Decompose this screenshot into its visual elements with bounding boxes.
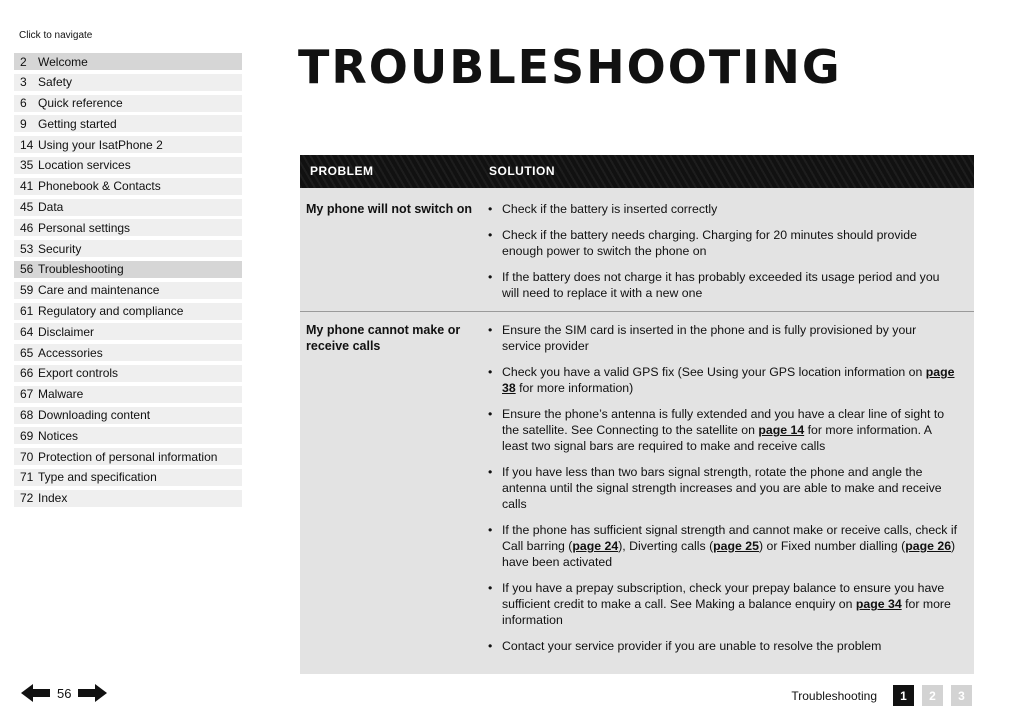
- toc-label: Care and maintenance: [38, 283, 160, 298]
- solution-item: [502, 322, 974, 354]
- solution-text: Check if the battery is inserted correctly: [502, 202, 718, 216]
- toc-page-number: 66: [20, 366, 34, 381]
- toc-item[interactable]: [14, 386, 242, 403]
- toc-label: Troubleshooting: [38, 262, 124, 277]
- toc-label: Notices: [38, 428, 79, 443]
- toc-label: Security: [38, 241, 82, 256]
- toc-item[interactable]: [14, 178, 242, 195]
- toc-label: Personal settings: [38, 220, 131, 235]
- solution-item: [502, 201, 974, 217]
- table-of-contents: [14, 53, 242, 511]
- toc-item[interactable]: [14, 344, 242, 361]
- toc-item[interactable]: [14, 240, 242, 257]
- header-solution: SOLUTION: [489, 164, 555, 178]
- page-number: 56: [57, 685, 72, 701]
- toc-item[interactable]: [14, 303, 242, 320]
- solution-text: Check you have a valid GPS fix (See Using your GPS location information on: [502, 365, 926, 379]
- toc-label: Using your IsatPhone 2: [38, 137, 163, 152]
- page-button[interactable]: 2: [922, 685, 943, 706]
- toc-page-number: 3: [20, 75, 27, 90]
- toc-item[interactable]: [14, 95, 242, 112]
- toc-item[interactable]: [14, 53, 242, 70]
- navigation-hint: Click to navigate: [19, 30, 93, 41]
- problem-cell: My phone will not switch on: [306, 202, 472, 216]
- toc-page-number: 59: [20, 283, 34, 298]
- toc-item[interactable]: [14, 427, 242, 444]
- toc-page-number: 67: [20, 387, 34, 402]
- toc-label: Export controls: [38, 366, 119, 381]
- toc-page-number: 45: [20, 200, 34, 215]
- troubleshooting-table: [300, 155, 974, 674]
- toc-page-number: 72: [20, 491, 34, 506]
- toc-label: Index: [38, 491, 68, 506]
- toc-page-number: 70: [20, 449, 34, 464]
- toc-label: Disclaimer: [38, 324, 95, 339]
- solution-item: [502, 638, 974, 654]
- section-pagination: [791, 685, 972, 706]
- toc-label: Location services: [38, 158, 131, 173]
- toc-item[interactable]: [14, 157, 242, 174]
- toc-label: Data: [38, 200, 64, 215]
- solution-item: [502, 522, 974, 570]
- toc-page-number: 64: [20, 324, 34, 339]
- page-title: TROUBLESHOOTING: [298, 40, 842, 94]
- solution-list: [300, 322, 974, 654]
- solution-text: ), Diverting calls (: [618, 539, 714, 553]
- solution-item: [502, 406, 974, 454]
- toc-item[interactable]: [14, 323, 242, 340]
- toc-label: Phonebook & Contacts: [38, 179, 161, 194]
- toc-page-number: 35: [20, 158, 34, 173]
- toc-label: Protection of personal information: [38, 449, 218, 464]
- solution-text: for more information): [515, 381, 634, 395]
- toc-item[interactable]: [14, 407, 242, 424]
- toc-item[interactable]: [14, 448, 242, 465]
- toc-page-number: 68: [20, 408, 34, 423]
- solution-item: [502, 364, 974, 396]
- toc-item[interactable]: [14, 261, 242, 278]
- section-label: Troubleshooting: [791, 688, 877, 703]
- toc-label: Malware: [38, 387, 84, 402]
- toc-page-number: 14: [20, 137, 34, 152]
- table-row: [300, 312, 974, 654]
- toc-item[interactable]: [14, 365, 242, 382]
- toc-page-number: 71: [20, 470, 34, 485]
- solution-text: If you have a prepay subscription, check your prepay balance to ensure you have sufficient credit to make a call. See Making a balance enquiry on: [502, 581, 945, 611]
- page-link[interactable]: page 38: [502, 365, 955, 395]
- solution-text: for more information. A least two signal bars are required to make and receive calls: [502, 423, 932, 453]
- toc-page-number: 65: [20, 345, 34, 360]
- toc-item[interactable]: [14, 469, 242, 486]
- toc-item[interactable]: [14, 490, 242, 507]
- toc-item[interactable]: [14, 219, 242, 236]
- toc-item[interactable]: [14, 136, 242, 153]
- page-link[interactable]: page 25: [713, 539, 759, 553]
- toc-label: Accessories: [38, 345, 103, 360]
- solution-item: [502, 269, 974, 301]
- solution-text: If the phone has sufficient signal strength and cannot make or receive calls, check if Call barring (: [502, 523, 958, 553]
- solution-text: ) have been activated: [502, 539, 956, 569]
- solution-text: If you have less than two bars signal strength, rotate the phone and angle the antenna until the signal strength increases and you are able to make and receive calls: [502, 465, 942, 511]
- toc-label: Quick reference: [38, 96, 123, 111]
- toc-page-number: 46: [20, 220, 34, 235]
- page-link[interactable]: page 14: [758, 423, 805, 437]
- page-navigation: [21, 683, 107, 703]
- page-button[interactable]: 3: [951, 685, 972, 706]
- toc-page-number: 9: [20, 116, 27, 131]
- toc-label: Downloading content: [38, 408, 151, 423]
- header-problem: PROBLEM: [310, 164, 374, 178]
- table-row: [300, 188, 974, 312]
- toc-item[interactable]: [14, 282, 242, 299]
- toc-page-number: 41: [20, 179, 34, 194]
- toc-page-number: 53: [20, 241, 34, 256]
- solution-item: [502, 464, 974, 512]
- page-button[interactable]: 1: [893, 685, 914, 706]
- toc-page-number: 69: [20, 428, 34, 443]
- table-header: [300, 155, 974, 188]
- next-page-arrow-icon[interactable]: [77, 683, 107, 703]
- solution-text: Contact your service provider if you are unable to resolve the problem: [502, 639, 882, 653]
- toc-page-number: 56: [20, 262, 34, 277]
- previous-page-arrow-icon[interactable]: [21, 683, 51, 703]
- solution-text: ) or Fixed number dialling (: [758, 539, 906, 553]
- solution-text: Check if the battery needs charging. Charging for 20 minutes should provide enough power to switch the phone on: [502, 228, 917, 258]
- toc-item[interactable]: [14, 74, 242, 91]
- toc-label: Type and specification: [38, 470, 157, 485]
- problem-cell: My phone cannot make or receive calls: [306, 323, 461, 353]
- toc-page-number: 6: [20, 96, 27, 111]
- toc-page-number: 2: [20, 54, 27, 69]
- toc-item[interactable]: [14, 115, 242, 132]
- toc-item[interactable]: [14, 199, 242, 216]
- solution-text: Ensure the SIM card is inserted in the phone and is fully provisioned by your service provider: [502, 323, 917, 353]
- page-link[interactable]: page 24: [572, 539, 619, 553]
- solution-text: Ensure the phone’s antenna is fully extended and you have a clear line of sight to the satellite. See Connecting to the satellite on: [502, 407, 945, 437]
- toc-label: Getting started: [38, 116, 117, 131]
- solution-text: If the battery does not charge it has probably exceeded its usage period and you will need to replace it with a new one: [502, 270, 940, 300]
- toc-page-number: 61: [20, 304, 34, 319]
- toc-label: Safety: [38, 75, 73, 90]
- solution-item: [502, 580, 974, 628]
- toc-label: Regulatory and compliance: [38, 304, 184, 319]
- solution-item: [502, 227, 974, 259]
- solution-text: for more information: [502, 597, 951, 627]
- page-link[interactable]: page 34: [855, 597, 902, 611]
- toc-label: Welcome: [38, 54, 88, 69]
- page-link[interactable]: page 26: [905, 539, 952, 553]
